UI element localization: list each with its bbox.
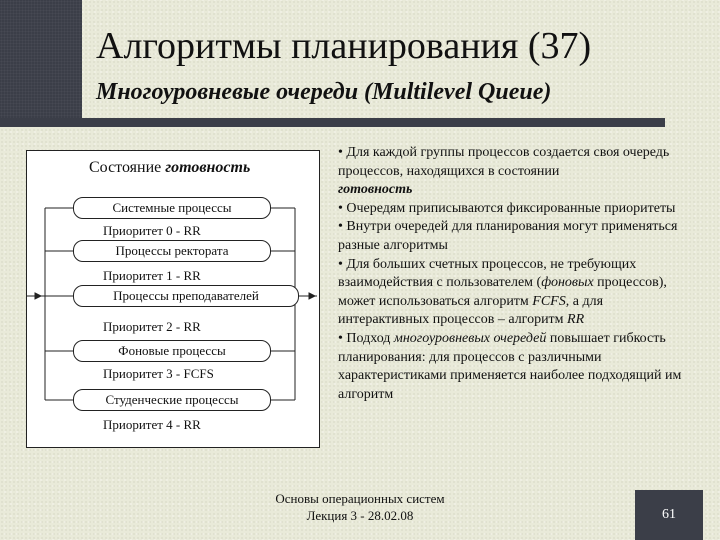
queue-priority-2: Приоритет 2 - RR: [103, 319, 201, 334]
queue-priority-0: Приоритет 0 - RR: [103, 223, 201, 238]
bullet-4: • Для больших счетных процессов, не требующих взаимодействия с пользователем (фоновых процессов), может использоваться алгоритм FCFS, а для интерактивных процессов – алгоритм RR: [338, 256, 667, 328]
queue-box-background: Фоновые процессы: [73, 340, 271, 362]
footer-course: Основы операционных систем: [275, 491, 445, 506]
slide-subtitle: Многоуровневые очереди (Multilevel Queue): [96, 79, 552, 105]
queue-priority-3: Приоритет 3 - FCFS: [103, 366, 214, 381]
slide-title: Алгоритмы планирования (37): [96, 25, 592, 67]
input-arrow: [35, 293, 41, 299]
title-underline-bar: [0, 118, 665, 127]
bullet-1: • Для каждой группы процессов создается своя очередь процессов, находящихся в состоянии готовность: [338, 145, 670, 198]
footer-lecture: Лекция 3 - 28.02.08: [306, 508, 414, 523]
slide-footer: [240, 490, 480, 524]
multilevel-queue-diagram: [26, 150, 320, 448]
bullet-3: • Внутри очередей для планирования могут применяться разные алгоритмы: [338, 219, 678, 253]
page-number: 61: [635, 490, 703, 540]
body-text: [338, 144, 683, 404]
queue-box-rectorate: Процессы ректората: [73, 240, 271, 262]
bullet-5: • Подход многоуровневых очередей повышает гибкость планирования: для процессов с различными характеристиками применяется наиболее подходящий им алгоритм: [338, 330, 682, 402]
diagram-heading: Состояние готовность: [89, 159, 251, 176]
output-arrow: [309, 293, 315, 299]
queue-box-teachers: Процессы преподавателей: [73, 285, 299, 307]
left-accent-bar: [0, 0, 82, 127]
queue-box-system: Системные процессы: [73, 197, 271, 219]
queue-priority-4: Приоритет 4 - RR: [103, 417, 201, 432]
queue-priority-1: Приоритет 1 - RR: [103, 268, 201, 283]
queue-box-students: Студенческие процессы: [73, 389, 271, 411]
bullet-2: • Очередям приписываются фиксированные приоритеты: [338, 200, 676, 216]
